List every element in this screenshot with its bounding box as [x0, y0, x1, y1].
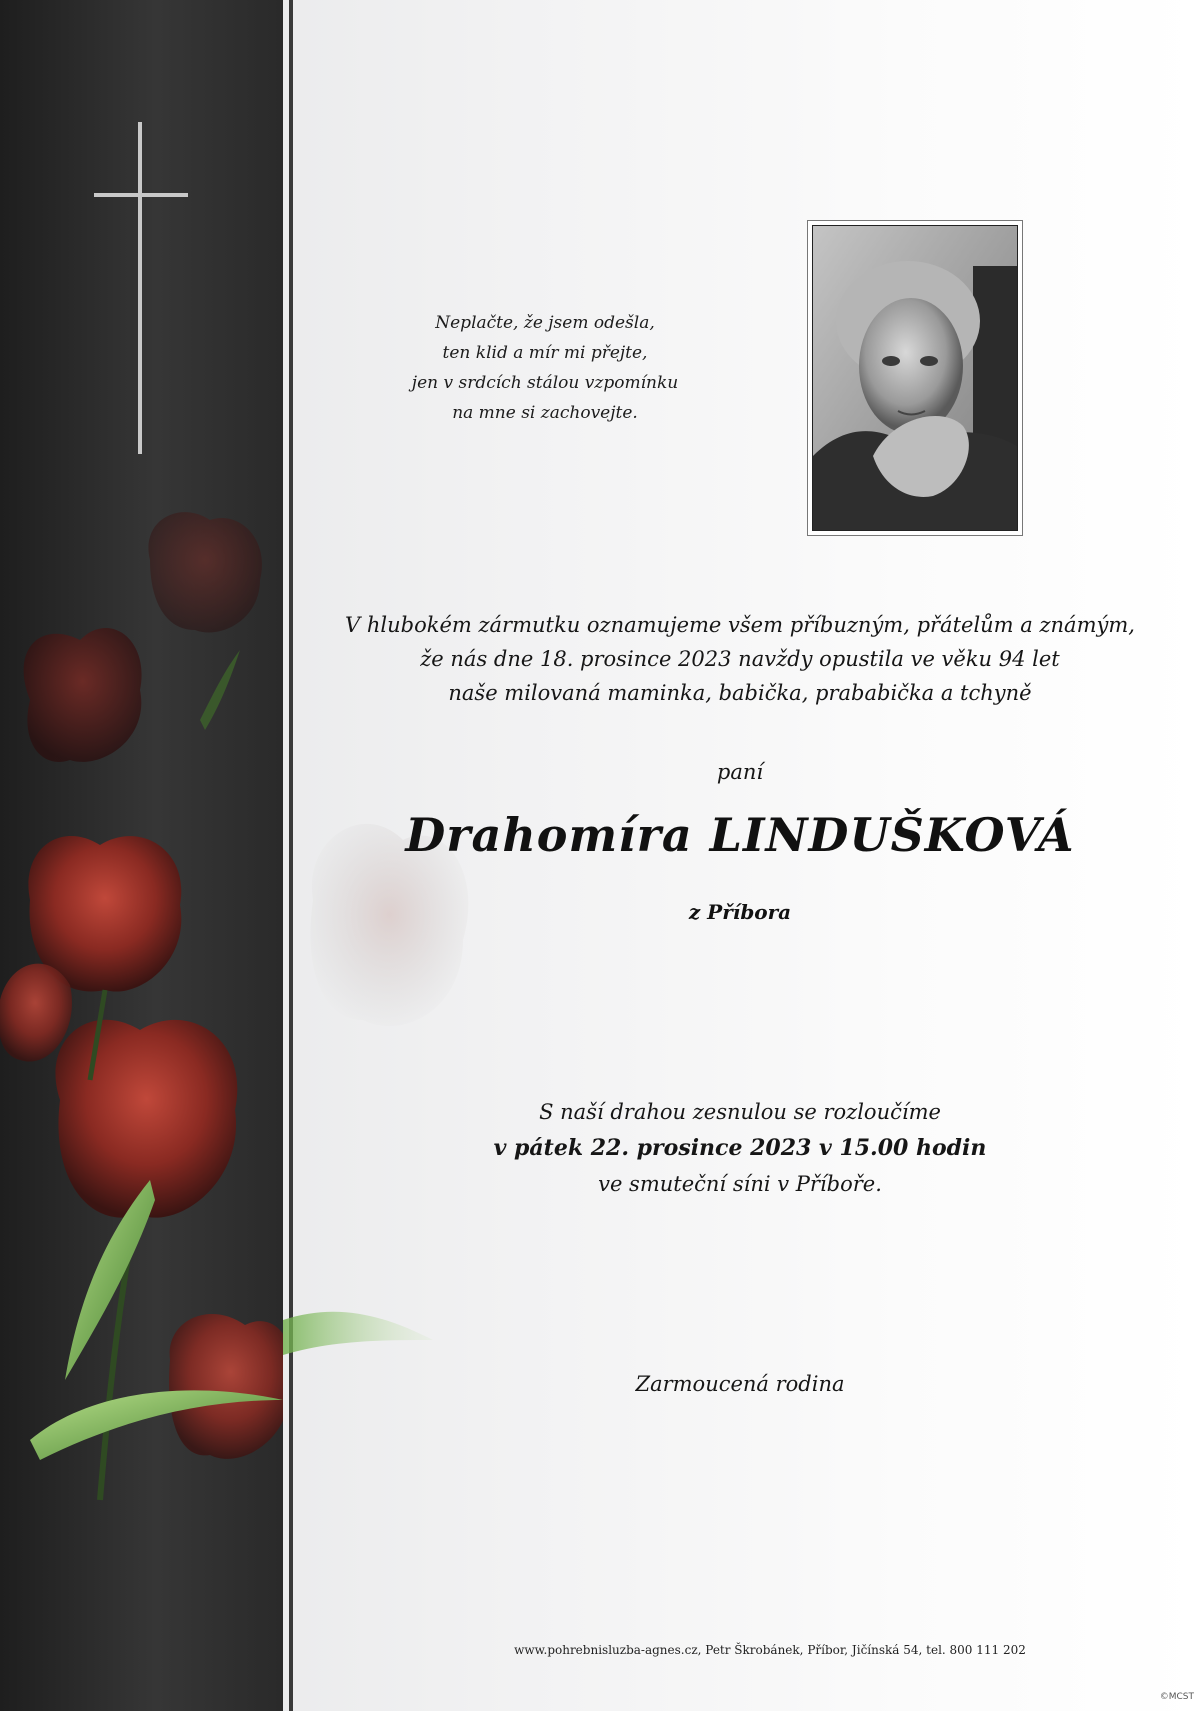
- poem-line: ten klid a mír mi přejte,: [442, 343, 648, 363]
- announcement-line: naše milovaná maminka, babička, prababička a tchyně: [448, 681, 1032, 705]
- poem-line: na mne si zachovejte.: [452, 403, 638, 423]
- portrait-frame: [807, 220, 1023, 536]
- poem: [395, 308, 695, 428]
- poem-line: jen v srdcích stálou vzpomínku: [411, 373, 679, 393]
- farewell-place: ve smuteční síni v Příboře.: [598, 1172, 882, 1196]
- portrait-photo: [812, 225, 1018, 531]
- farewell-date: v pátek 22. prosince 2023 v 15.00 hodin: [493, 1135, 987, 1161]
- deceased-name: Drahomíra LINDUŠKOVÁ: [405, 808, 1075, 862]
- farewell-line: S naší drahou zesnulou se rozloučíme: [539, 1100, 941, 1124]
- announcement-line: V hlubokém zármutku oznamujeme všem příbuzným, přátelům a známým,: [345, 613, 1135, 637]
- deceased-title: paní: [716, 760, 764, 784]
- farewell-details: [420, 1094, 1060, 1202]
- announcement: [300, 608, 1180, 710]
- poem-line: Neplačte, že jsem odešla,: [435, 313, 655, 333]
- copyright-credit: ©MCST: [1159, 1692, 1194, 1702]
- dark-side-band: [0, 0, 283, 1711]
- funeral-service-footer: www.pohrebnisluzba-agnes.cz, Petr Škrobánek, Příbor, Jičínská 54, tel. 800 111 202: [514, 1643, 1026, 1657]
- portrait-image: [813, 226, 1017, 530]
- deceased-origin: z Příbora: [688, 900, 792, 924]
- announcement-line: že nás dne 18. prosince 2023 navždy opustila ve věku 94 let: [420, 647, 1060, 671]
- family-signature: Zarmoucená rodina: [635, 1372, 845, 1396]
- cross-icon: [94, 122, 188, 454]
